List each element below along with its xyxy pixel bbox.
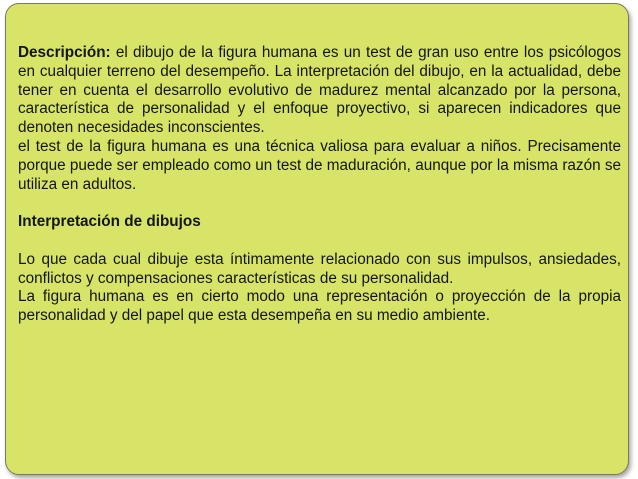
test-paragraph: el test de la figura humana es una técnica valiosa para evaluar a niños. Precisamente porque puede ser empleado como un test de maduración, aunque por la misma razón se utiliza en adultos. [18, 137, 621, 193]
section-heading-text: Interpretación de dibujos [18, 213, 201, 231]
content-card [5, 3, 629, 475]
description-text: el dibujo de la figura humana es un test de gran uso entre los psicólogos en cualquier terreno del desempeño. La interpretación del dibujo, en la actualidad, debe tener en cuenta el desarrollo evolutivo de madurez mental alcanzado por la persona, característica de personalidad y el enfoque proyectivo, si aparecen indicadores que denoten necesidades inconscientes. [18, 44, 621, 137]
text-body [18, 44, 621, 326]
description-label: Descripción: [18, 44, 111, 61]
description-paragraph [18, 44, 621, 138]
projection-paragraph: La figura humana es en cierto modo una representación o proyección de la propia personalidad y del papel que esta desempeña en su medio ambiente. [18, 288, 621, 325]
section-heading [18, 213, 621, 232]
impulses-paragraph: Lo que cada cual dibuje esta íntimamente relacionado con sus impulsos, ansiedades, conflictos y compensaciones características de su personalidad. [18, 250, 621, 287]
